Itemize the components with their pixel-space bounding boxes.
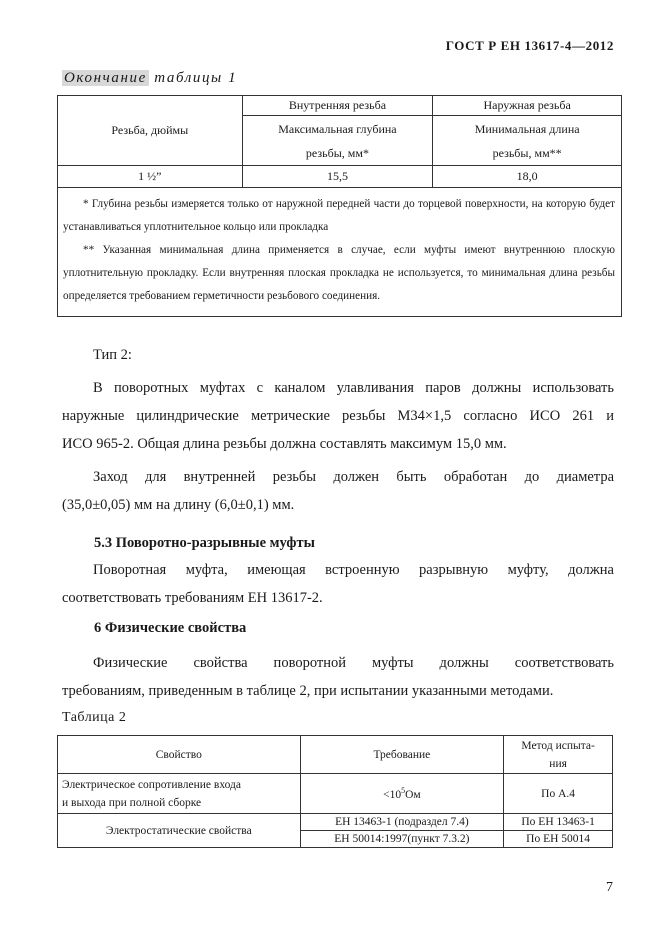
table1-note-2: ** Указанная минимальная длина применяется в случае, если муфты имеют внутреннюю плоскую уплотнительную прокладку. Если внутренняя плоская прокладка не используется, то минимальная длина резьбы определяется требованием герметичности резьбового соединения. [63,244,615,302]
table1-col2-subtitle [433,116,622,166]
paragraph-4-line-1 [62,649,614,677]
paragraph-2-line-2: (35,0±0,05) мм на длину (6,0±0,1) мм. [62,497,295,513]
heading-6: 6 Физические свойства [94,620,247,636]
table2-row1-req-exp: 5 [401,786,406,796]
table2-row1-property-line2: и выхода при полной сборке [62,796,202,809]
paragraph-3 [62,556,614,612]
table1-col1-subtitle [242,116,433,166]
table1-caption-highlight: Окончание [64,70,147,86]
table1 [57,95,622,317]
table1-caption [62,70,237,87]
paragraph-1-line-1-text: В поворотных муфтах с каналом улавливания паров должны использовать [93,380,614,396]
table2-row1-req-unit: Ом [405,788,421,801]
heading-5-3: 5.3 Поворотно-разрывные муфты [94,535,315,551]
paragraph-1-line-1 [62,374,614,402]
table2-row2-req-b: ЕН 50014:1997(пункт 7.3.2) [300,831,504,848]
table1-col2-sub-line2: резьбы, мм** [492,145,562,160]
table2-row1-method: По А.4 [504,774,613,814]
paragraph-3-line-1-text: Поворотная муфта, имеющая встроенную разрывную муфту, должна [93,562,614,578]
paragraph-1 [62,374,614,458]
table2-row2-req-a: ЕН 13463-1 (подраздел 7.4) [300,814,504,831]
table1-cell-depth: 15,5 [242,166,433,188]
paragraph-3-line-1 [62,556,614,584]
table2-row1-property [58,774,301,814]
table1-col1-sub-line2: резьбы, мм* [305,145,369,160]
table2-row2-property: Электростатические свойства [58,814,301,848]
table1-cell-length: 18,0 [433,166,622,188]
table1-note-1: * Глубина резьбы измеряется только от наружной передней части до торцевой поверхности, на которую будет устанавливаться уплотнительное кольцо или прокладка [63,198,615,233]
table2-row1-req-base: <10 [383,788,402,801]
type2-label [62,341,614,369]
table2-col-requirement: Требование [300,736,504,774]
table1-cell-thread: 1 ½” [58,166,243,188]
table1-caption-rest: таблицы 1 [154,70,238,86]
paragraph-2 [62,463,614,519]
table2-row1-property-line1: Электрическое сопротивление входа [62,778,242,791]
table2 [57,735,613,848]
paragraph-1-line-3: ИСО 965-2. Общая длина резьбы должна составлять максимум 15,0 мм. [62,436,507,452]
page-number: 7 [606,880,613,895]
paragraph-4-line-1-text: Физические свойства поворотной муфты должны соответствовать [93,655,614,671]
document-header: ГОСТ Р ЕН 13617-4—2012 [445,38,614,53]
table2-col-property: Свойство [58,736,301,774]
table1-col1-sub-line1: Максимальная глубина [278,121,397,136]
table2-row2-method-a: По ЕН 13463-1 [504,814,613,831]
paragraph-4-line-2: требованиям, приведенным в таблице 2, при испытании указанными методами. [62,683,554,699]
paragraph-1-line-2: наружные цилиндрические метрические резьбы М34×1,5 согласно ИСО 261 и [62,408,614,424]
table2-col-method [504,736,613,774]
table1-row-header: Резьба, дюймы [58,96,243,166]
paragraph-3-line-2: соответствовать требованиям ЕН 13617-2. [62,590,323,606]
paragraph-2-line-1 [62,463,614,491]
table1-notes [58,188,622,317]
table1-col1-title: Внутренняя резьба [242,96,433,116]
paragraph-2-line-1-text: Заход для внутренней резьбы должен быть обработан до диаметра [93,469,614,485]
table2-col-method-line1: Метод испыта- [521,739,595,752]
type2-text: Тип 2: [93,347,132,363]
table2-row2-method-b: По ЕН 50014 [504,831,613,848]
paragraph-4 [62,649,614,705]
table2-row1-requirement [300,774,504,814]
table2-caption: Таблица 2 [62,710,127,725]
table1-col2-title: Наружная резьба [433,96,622,116]
table1-col2-sub-line1: Минимальная длина [474,121,580,136]
table2-col-method-line2: ния [549,757,567,770]
